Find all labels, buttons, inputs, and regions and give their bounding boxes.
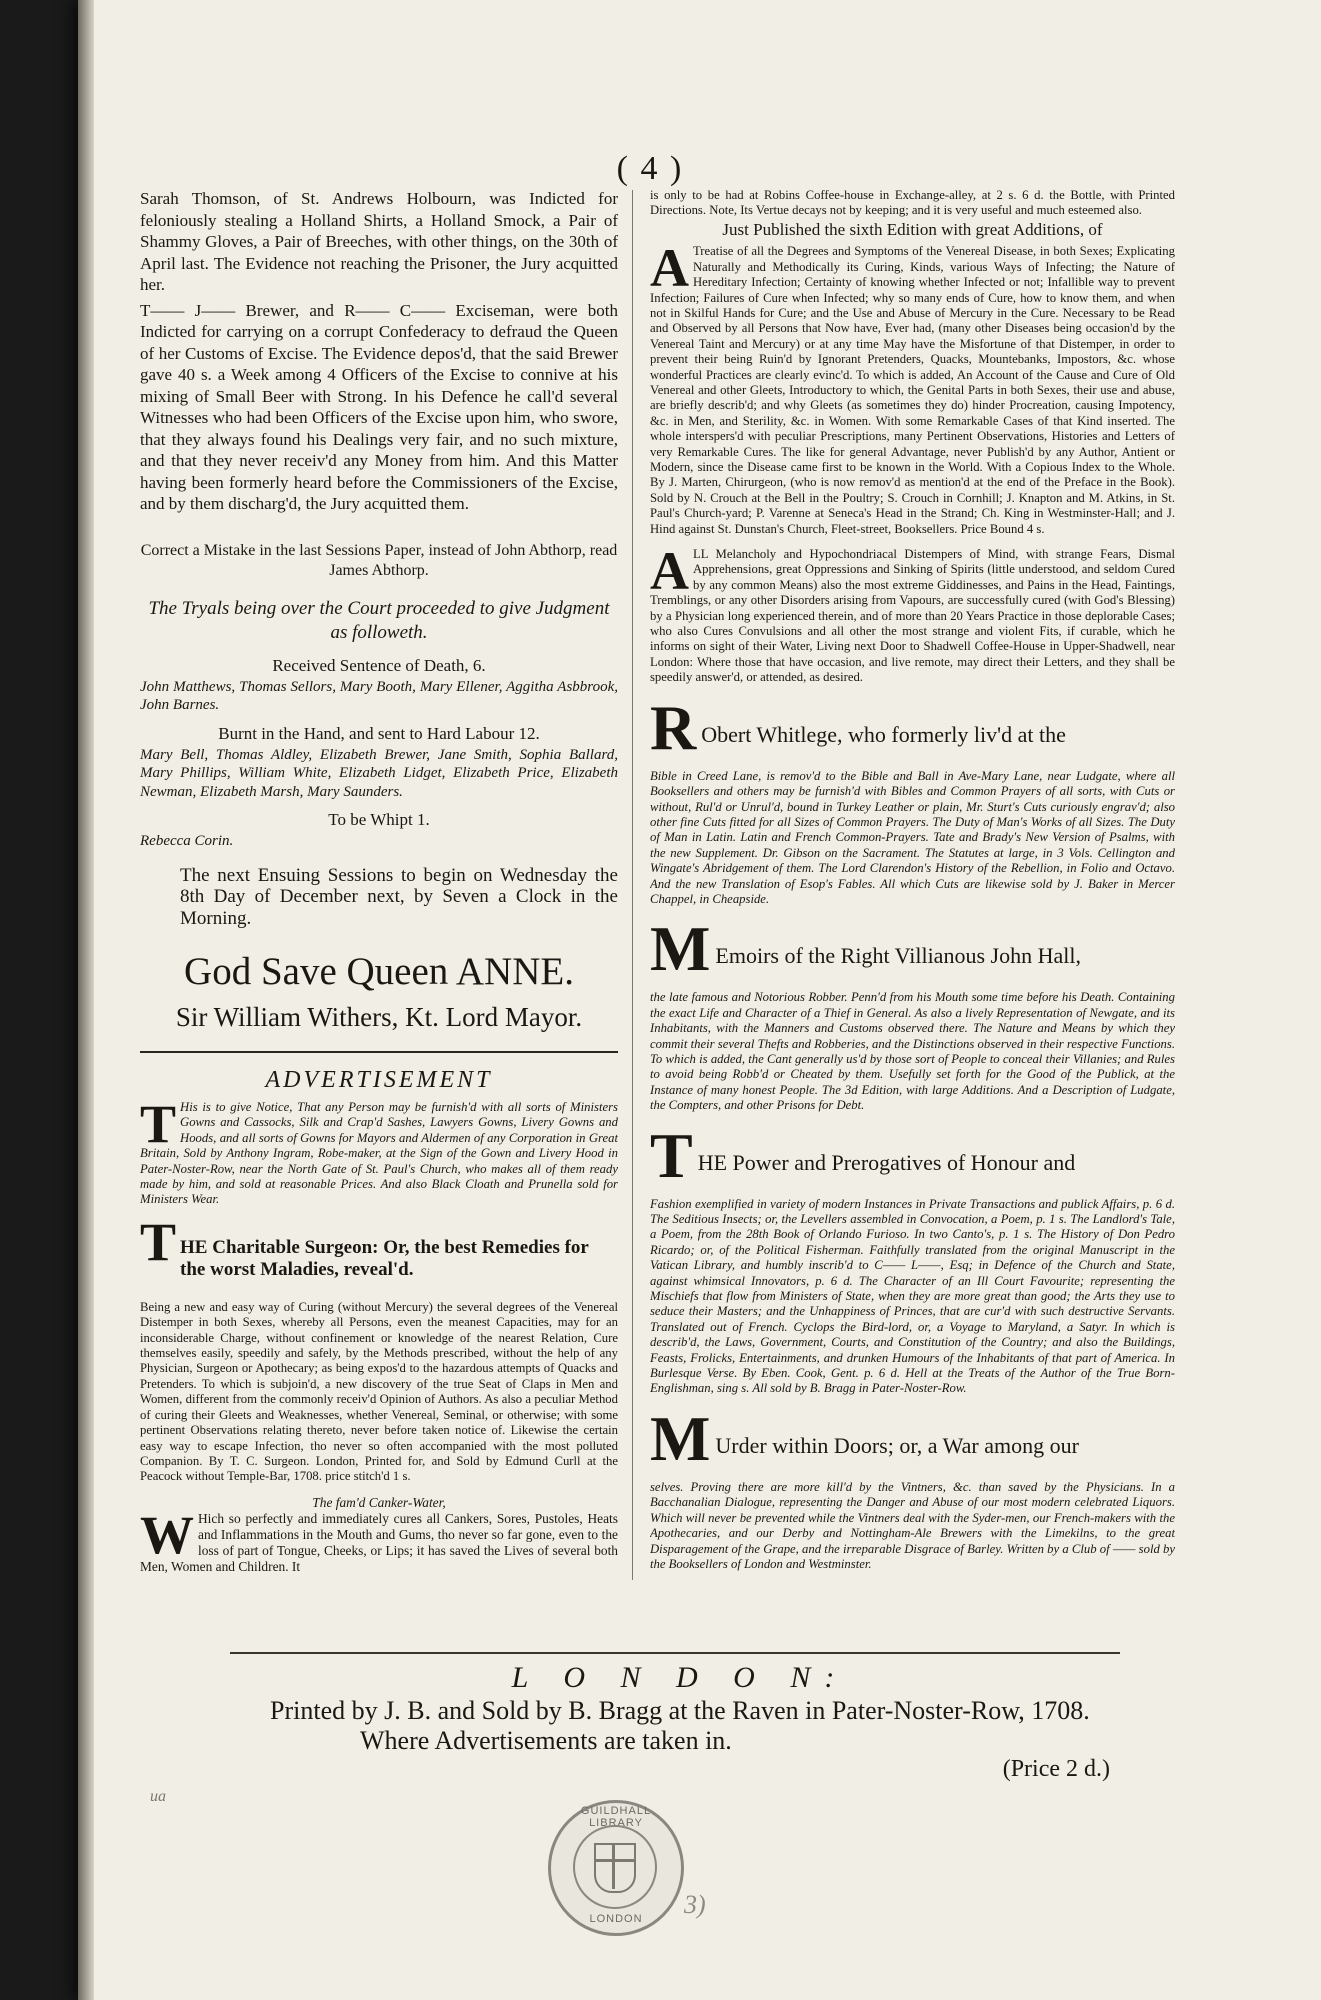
advert-whitlege bbox=[650, 700, 1175, 908]
death-sentence-heading: Received Sentence of Death, 6. bbox=[272, 655, 486, 675]
god-save-queen: God Save Queen ANNE. bbox=[184, 950, 574, 993]
cross-icon bbox=[612, 1843, 615, 1889]
treatise-heading: Just Published the sixth Edition with great Additions, of bbox=[722, 219, 1103, 239]
advert-hall-title: Emoirs of the Right Villianous John Hall, bbox=[715, 943, 1081, 969]
stamp-top-text: GUILDHALL LIBRARY bbox=[580, 1805, 652, 1829]
whipt-name: Rebecca Corin. bbox=[140, 833, 234, 849]
drop-cap: W bbox=[140, 1510, 194, 1565]
advert-power-prerogatives bbox=[650, 1128, 1175, 1397]
advert-gowns-text: His is to give Notice, That any Person may be furnish'd with all sorts of Ministers Gowns and Cassocks, Silk and Crap'd Sashes, Lawyers Gowns, Livery Gowns and Hoods, and all sorts of Gowns for Mayors and Aldermen of any Corporation in Great Britain, Sold by Anthony Ingram, Robe-maker, at the Sign of the Gown and Livery Hood in Pater-Noster-Row, near the North Gate of St. Paul's Church, who makes all of them ready made by him, and sold at reasonable Prices. And also Black Cloath and Prunella sold for Ministers Wear. bbox=[140, 1100, 618, 1207]
canker-continuation: is only to be had at Robins Coffee-house in Exchange-alley, at 2 s. 6 d. the Bottle, with Printed Directions. Note, Its Vertue decays not by keeping; and it is very useful and much esteemed also. bbox=[650, 188, 1175, 218]
advert-melancholy bbox=[650, 547, 1175, 686]
column-divider bbox=[632, 190, 633, 1580]
advert-john-hall bbox=[650, 921, 1175, 1113]
imprint-london: L O N D O N: bbox=[511, 1661, 849, 1694]
drop-cap: R bbox=[650, 699, 697, 763]
imprint-price: (Price 2 d.) bbox=[1002, 1756, 1110, 1782]
trial-excise: T—— J—— Brewer, and R—— C—— Exciseman, were both Indicted for carrying on a corrupt Confederacy to defraud the Queen of her Customs of Excise. The Evidence depos'd, that the said Brewer gave 40 s. a Week among 4 Officers of the Excise to connive at his mixing of Small Beer with Strong. In his Defence he call'd several Witnesses who had been Officers of the Excise upon him, who swore, that they always found his Dealings very fair, and no such mixture, and that they never receiv'd any Money from him. And this Matter having been formerly heard before the Commissioners of the Excise, and by them discharg'd, the Jury acquitted them. bbox=[140, 300, 618, 513]
imprint-rule bbox=[230, 1652, 1120, 1654]
lord-mayor: Sir William Withers, Kt. Lord Mayor. bbox=[175, 1002, 583, 1032]
advert-power-title: HE Power and Prerogatives of Honour and bbox=[697, 1149, 1076, 1175]
drop-cap: A bbox=[650, 547, 689, 602]
cross-icon bbox=[594, 1859, 635, 1862]
advert-murder-text: selves. Proving there are more kill'd by the Vintners, &c. than saved by the Physicians. In a Bacchanalian Dialogue, representing the Danger and Abuse of our most modern celebrated Liquors. Which will never be prevented while the Vintners deal with the Syder-men, our French-makers with the Apothecaries, and our Derby and Nottingham-Ale Brewers with the Limekilns, to the great Disparagement of the Grape, and the irreparable Disgrace of Barley. Written by a Club of —— sold by the Booksellers of London and Westminster. bbox=[650, 1479, 1175, 1571]
trial-thomson: Sarah Thomson, of St. Andrews Holbourn, was Indicted for feloniously stealing a Holland Shirts, a Holland Smock, a Pair of Shammy Gloves, a Pair of Breeches, with other things, on the 30th of April last. The Evidence not reaching the Prisoner, the Jury acquitted her. bbox=[140, 189, 618, 294]
drop-cap: A bbox=[650, 244, 689, 299]
death-sentence-names: John Matthews, Thomas Sellors, Mary Booth, Mary Ellener, Aggitha Asbbrook, John Barnes. bbox=[140, 678, 618, 713]
whipt-heading: To be Whipt 1. bbox=[328, 810, 430, 829]
advert-treatise bbox=[650, 244, 1175, 537]
advert-power-text: Fashion exemplified in variety of modern Instances in Private Transactions and publick Affairs, p. 6 d. The Seditious Insects; or, the Levellers assembled in Convocation, a Poem, p. 1 s. The Landlord's Tale, a Poem, from the 28th Book of Orlando Furioso. In two Canto's, p. 1 s. The History of Don Pedro Ricardo; or, of the Political Fisherman. Faithfully translated from the original Manuscript in the Vatican Library, and humbly inscrib'd to C—— L——, Esq; in Defence of the Church and State, against whimsical Innovators, p. 6 d. The Character of an Ill Court Favourite; representing the Mischiefs that flow from Ministers of State, when they are more great than good; the Arts they use to seduce their Masters; and the Unhappiness of Princes, that are cur'd with such destructive Servants. Translated out of French. Cyclops the Bird-lord, or, a Voyage to Maryland, a Satyr. In which is describ'd, the Laws, Government, Courts, and Constitution of the Country; and also the Buildings, Feasts, Frolicks, Entertainments, and drunken Humours of the Inhabitants of that part of America. In Burlesque Verse. By Eben. Cook, Gent. p. 6 d. Hell at the Treats of the Author of the True Born-Englishman, sing s. All sold by B. Bragg in Pater-Noster-Row. bbox=[650, 1196, 1175, 1396]
shield-icon bbox=[594, 1843, 636, 1893]
burnt-hand-heading: Burnt in the Hand, and sent to Hard Labour 12. bbox=[218, 723, 540, 743]
canker-water-heading: The fam'd Canker-Water, bbox=[312, 1494, 446, 1510]
advert-murder-title: Urder within Doors; or, a War among our bbox=[715, 1432, 1079, 1458]
imprint bbox=[240, 1660, 1120, 1782]
judgment-heading: The Tryals being over the Court proceeded to give Judgment as followeth. bbox=[148, 597, 610, 643]
pencil-mark: 3) bbox=[684, 1890, 706, 1919]
advert-hall-text: the late famous and Notorious Robber. Penn'd from his Mouth some time before his Death. Containing the exact Life and Character of a Thief in General. As also a lively Representation of Newgate, and its Inhabitants, with the Manners and Customs observed there. The Nature and Means by which they commit their several Thefts and Robberies, and the Distinctions observed in their respective Functions. To which is added, the Cant generally us'd by those sort of People to conceal their Villanies; and Rules to avoid being Robb'd or Cheated by them. Usefully set forth for the Good of the Publick, at the Instance of many honest People. The 3d Edition, with large Additions. And a Description of Ludgate, the Compters, and other Prisons for Debt. bbox=[650, 990, 1175, 1113]
next-sessions-notice: The next Ensuing Sessions to begin on Wednesday the 8th Day of December next, by Seven a Clock in the Morning. bbox=[180, 864, 618, 929]
library-stamp bbox=[548, 1800, 684, 1936]
imprint-advertisements: Where Advertisements are taken in. bbox=[360, 1726, 732, 1755]
advert-treatise-text: Treatise of all the Degrees and Symptoms of the Venereal Disease, in both Sexes; Explicating Naturally and Methodically its Curing, Kinds, various Ways of Infecting; the Nature of Hereditary Infection; Certainty of knowing whether Infected or not; Infallible way to prevent Infection; Failures of Cure when Infected; why so many ends of Cure, how to know them, and when not in Skilful Hands for Cure; and the Use and Abuse of Mercury in the Cure. Necessary to be Read and Observed by all Persons that Now have, Ever had, (many other Diseases being occasion'd by the Venereal Taint and Mercury) or at any time May have the Misfortune of that Distemper, in order to prevent their being Ruin'd by Ignorant Pretenders, Quacks, Mountebanks, Impostors, &c. whose wonderful Practices are clearly evinc'd. To which is added, An Account of the Cause and Cure of Old Venereal and other Gleets, Introductory to which, the Genital Parts in both Sexes, their use and abuse, are briefly describ'd; and why Gleets (as sometimes they do) hinder Procreation, causing Impotency, &c. in Men, and Sterility, &c. in Women. With some Remarkable Cases of that Kind inserted. The whole interspers'd with peculiar Prescriptions, many Pertinent Observations, Histories and Letters of very Remarkable Cures. The like for general Advantage, never Publish'd by any Author, Antient or Modern, since the Disease came first to be known in the World. With a Copious Index to the Whole. By J. Marten, Chirurgeon, (who is now remov'd as mention'd at the end of the Preface in the Book). Sold by N. Crouch at the Bell in the Poultry; S. Crouch in Cornhill; J. Knapton and M. Atkins, in St. Paul's Church-yard; P. Varenne at Seneca's Head in the Strand; Ch. King in Westminster-Hall; and J. Hind against St. Dunstan's Church, Fleet-street, Booksellers. Price Bound 4 s. bbox=[650, 244, 1175, 536]
page-edge-shadow bbox=[78, 0, 94, 2000]
advertisement-heading: ADVERTISEMENT bbox=[265, 1067, 493, 1093]
advert-whitlege-text: Bible in Creed Lane, is remov'd to the Bible and Ball in Ave-Mary Lane, near Ludgate, where all Booksellers and others may be furnish'd with Bibles and Common Prayers of all sorts, with Cuts or without, Rul'd or Unrul'd, bound in Turkey Leather or plain, Mr. Sturt's Cuts curiously engrav'd; also other fine Cuts fitted for all Sizes of Common Prayers. The Duty of Man's Works of all Sizes. The Duty of Man in Latin. Latin and French Common-Prayers. Tate and Brady's New Version of Psalms, with the new Supplement. Dr. Gibson on the Sacrament. The Statutes at large, in 3 Vols. Cellington and Wingate's Abridgement of them. The Lord Clarendon's History of the Rebellion, in Folio and Octavo. And the new Translation of Esop's Fables. All which Cuts are likewise sold by J. Baker in Mercer Chappel, in Cheapside. bbox=[650, 768, 1175, 906]
drop-cap: M bbox=[650, 921, 711, 985]
advert-surgeon-text: Being a new and easy way of Curing (without Mercury) the several degrees of the Venereal Distemper in both Sexes, whereby all Persons, even the meanest Capacities, may for an inconsiderable Charge, without confinement or knowledge of the nearest Relation, Cure themselves easily, speedily and safely, by the Methods prescribed, without the help of any Physician, Surgeon or Apothecary; as being expos'd to the hazardous attempts of Quacks and Pretenders. To which is subjoin'd, a new discovery of the true Seat of Claps in Men and Women, different from the commonly receiv'd Opinion of Authors. As also a peculiar Method of curing their Gleets and Weaknesses, whether Venereal, Seminal, or otherwise; with some pertinent Observations relating thereto, never before taken notice of. Likewise the certain easy way to escape Infection, tho never so often accompanied with the most polluted Companion. By T. C. Surgeon. London, Printed for, and Sold by Edmund Curll at the Peacock without Temple-Bar, 1708. price stitch'd 1 s. bbox=[140, 1299, 618, 1484]
advert-canker-text: Hich so perfectly and immediately cures all Cankers, Sores, Pustoles, Heats and Inflammations in the Mouth and Gums, tho never so far gone, even to the loss of part of Tongue, Cheeks, or Lips; it has saved the Lives of several both Men, Women and Children. It bbox=[140, 1510, 618, 1575]
advert-surgeon-title: HE Charitable Surgeon: Or, the best Remedies for the worst Maladies, reveal'd. bbox=[180, 1236, 589, 1280]
ink-smudge: ua bbox=[150, 1788, 166, 1805]
advert-murder-within-doors bbox=[650, 1411, 1175, 1572]
advert-charitable-surgeon bbox=[140, 1218, 618, 1485]
advert-whitlege-title: Obert Whitlege, who formerly liv'd at the bbox=[701, 721, 1066, 747]
advert-melancholy-text: LL Melancholy and Hypochondriacal Distempers of Mind, with strange Fears, Dismal Apprehensions, great Oppressions and Sinking of Spirits (little understood, and seldom Cured by any common Means) also the most extreme Giddinesses, and Pains in the Head, Faintings, Tremblings, or any other Disorders arising from Vapours, are successfully cured (with God's Blessing) by a Physician long experienced therein, and of more than 20 Years Practice in those deplorable Cases; who also Cures Convulsions and all other the most strange and violent Fits, if curable, which he informs on sight of their Water, Living next Door to Shadwell Coffee-House in Upper-Shadwell, near London: Where those that have occasion, and live remote, may direct their Letters, and they shall be speedily answer'd, or attended, as desired. bbox=[650, 547, 1175, 685]
correction-notice: Correct a Mistake in the last Sessions Paper, instead of John Abthorp, read James Abthorp. bbox=[140, 541, 618, 579]
stamp-bottom-text: LONDON bbox=[589, 1913, 643, 1925]
page-number: ( 4 ) bbox=[616, 150, 684, 187]
left-column bbox=[140, 188, 618, 1585]
advert-canker-water bbox=[140, 1511, 618, 1575]
right-column bbox=[650, 188, 1175, 1582]
section-rule bbox=[140, 1051, 618, 1053]
drop-cap: T bbox=[650, 1127, 693, 1191]
drop-cap: M bbox=[650, 1410, 711, 1474]
advert-gowns bbox=[140, 1100, 618, 1208]
drop-cap: T bbox=[140, 1217, 177, 1272]
drop-cap: T bbox=[140, 1100, 177, 1154]
imprint-printer: Printed by J. B. and Sold by B. Bragg at the Raven in Pater-Noster-Row, 1708. bbox=[270, 1696, 1090, 1725]
burnt-hand-names: Mary Bell, Thomas Aldley, Elizabeth Brewer, Jane Smith, Sophia Ballard, Mary Phillips, William White, Elizabeth Lidget, Elizabeth Price, Elizabeth Newman, Elizabeth Marsh, Mary Saunders. bbox=[140, 746, 618, 800]
